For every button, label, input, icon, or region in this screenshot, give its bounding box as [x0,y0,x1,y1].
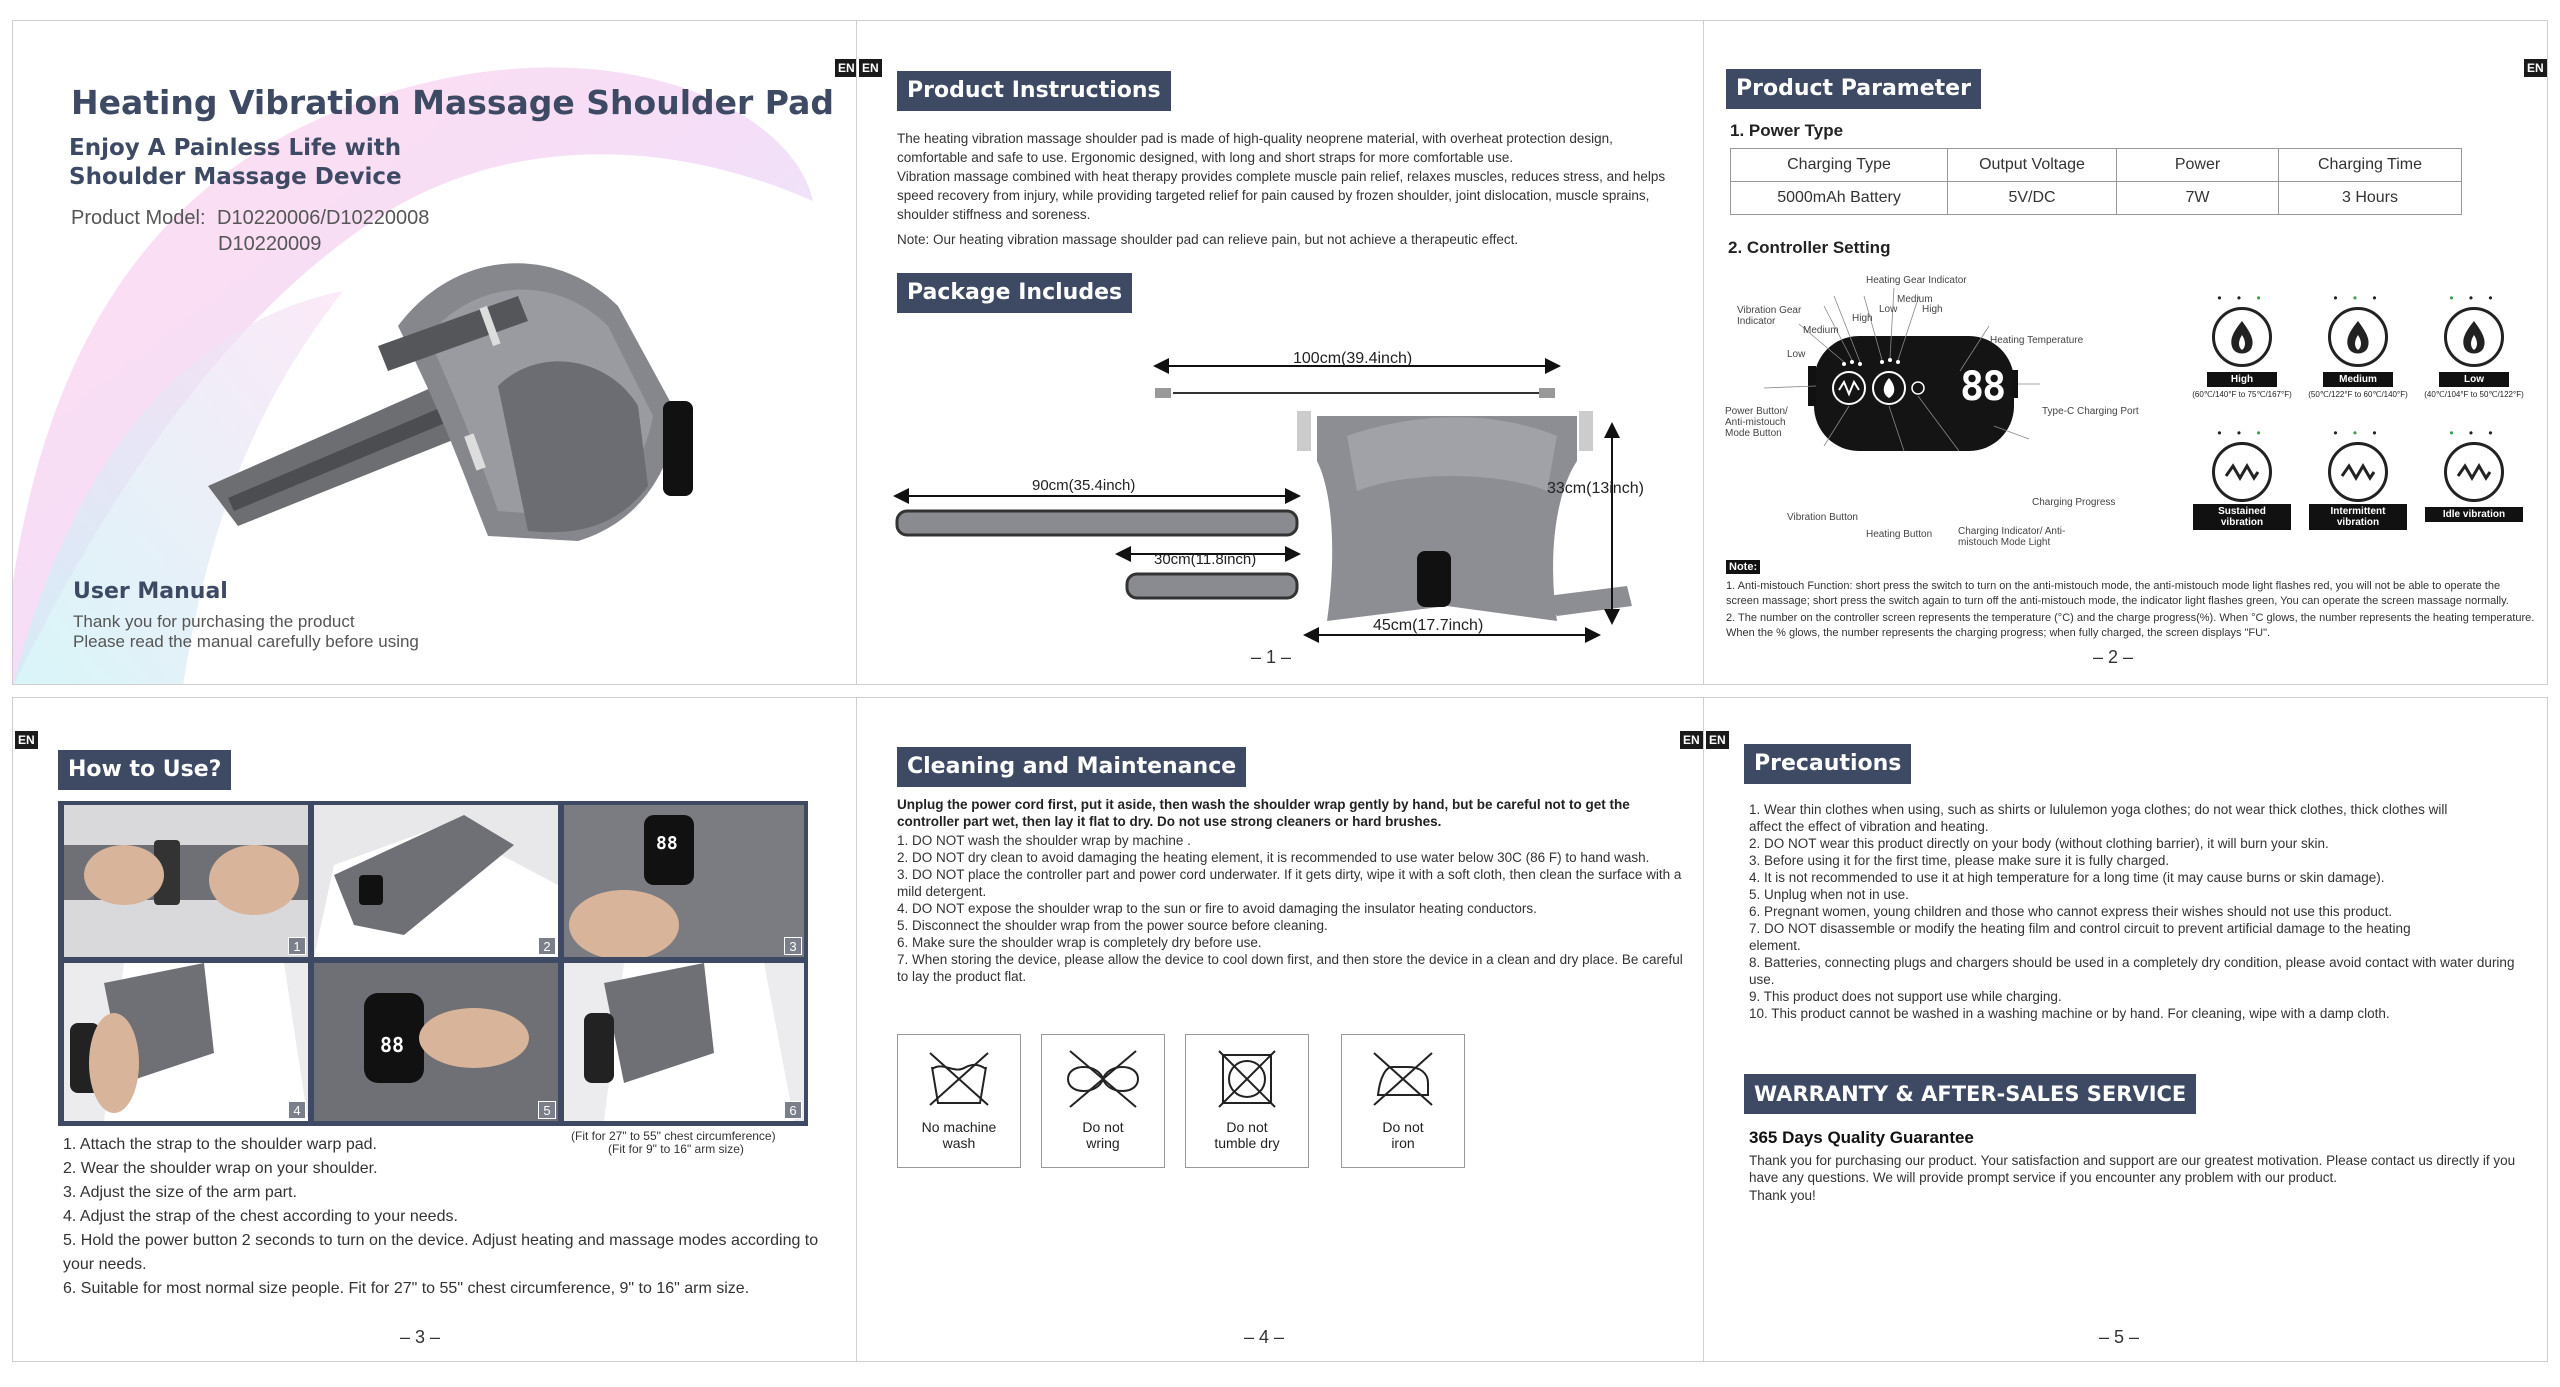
usage-step: 6. Suitable for most normal size people. Fit for 27" to 55" chest circumference, 9" to 16" arm size. [63,1280,750,1297]
usage-photo [564,963,804,1121]
table-header: Charging Time [2279,149,2462,182]
quality-guarantee: 365 Days Quality Guarantee [1749,1128,1974,1147]
cable-dimension: 100cm(39.4inch) [1293,350,1413,367]
precaution-item: 6. Pregnant women, young children and those who cannot express their wishes should not use this product. [1749,904,2393,919]
care-label-line2: iron [1391,1135,1415,1151]
usage-step: 5. Hold the power button 2 seconds to turn on the device. Adjust heating and massage modes according to your needs. [63,1232,819,1273]
page-1 [856,20,1704,685]
instructions-paragraph-2: Vibration massage combined with heat therapy provides complete muscle pain relief, relaxes muscles, reduces stress, and helps speed recovery from injury, while providing targeted relief for pain caused by frozen shoulder, joint dislocation, muscle sprains, shoulder stiffness and soreness. [897,169,1666,222]
callout-charging-progress: Charging Progress [2032,497,2116,508]
cleaning-list [897,832,1687,985]
precaution-item: 1. Wear thin clothes when using, such as shirts or lululemon yoga clothes; do not wear thick clothes, thick clothes will affect the effect of vibration and heating. [1749,802,2448,834]
package-diagram [857,321,1704,681]
page-2 [1703,20,2548,685]
photo-number: 2 [538,937,556,955]
user-manual-line2: Please read the manual carefully before using [73,632,419,651]
user-manual-title: User Manual [73,579,228,604]
package-includes-heading: Package Includes [897,273,1132,313]
usage-photo-grid [58,801,808,1126]
how-to-use-heading: How to Use? [58,750,231,790]
vibration-wave-icon [2444,442,2504,502]
long-strap-dimension: 90cm(35.4inch) [1032,477,1136,494]
do-not-iron-icon [1368,1047,1438,1111]
power-type-label: 1. Power Type [1730,121,1844,140]
en-badge: EN [835,59,857,77]
cover-subtitle-line2: Shoulder Massage Device [69,164,402,190]
heat-mode-low: • • • Low (40℃/104°F to 50℃/122°F) [2414,291,2534,399]
callout-high-top-left: High [1852,313,1873,324]
table-header: Power [2117,149,2279,182]
care-label-line1: Do not [1082,1119,1124,1135]
pad-width-dimension: 45cm(17.7inch) [1373,617,1484,634]
table-cell: 3 Hours [2279,182,2462,215]
care-label-line1: Do not [1226,1119,1268,1135]
table-cell: 5V/DC [1948,182,2117,215]
callout-heating-button: Heating Button [1866,529,1933,540]
usage-photo [314,805,558,957]
do-not-wring-icon [1058,1047,1148,1111]
vibration-mode-name: Intermittent vibration [2309,504,2407,530]
callout-medium-top: Medium [1897,294,1933,305]
callout-high-top-right: High [1922,304,1943,315]
page-number: – 1 – [1251,647,1292,667]
cleaning-item: 4. DO NOT expose the shoulder wrap to the sun or fire to avoid damaging the insulator heating conductors. [897,901,1537,916]
care-label-line2: tumble dry [1214,1135,1280,1151]
product-parameter-heading: Product Parameter [1726,69,1981,109]
usage-photo [314,963,558,1121]
page-5 [1703,697,2548,1362]
usage-photo [64,963,308,1121]
page-number: – 5 – [2099,1327,2140,1347]
fit-note-chest: (Fit for 27" to 55" chest circumference) [571,1129,776,1143]
vibration-mode-idle: • • • Idle vibration [2414,426,2534,522]
pad-height-dimension: 33cm(13inch) [1547,480,1644,497]
usage-step: 2. Wear the shoulder wrap on your shoulder. [63,1160,378,1177]
heat-mode-name: Medium [2323,372,2393,387]
care-label-line2: wash [942,1135,976,1151]
callout-heating-temperature: Heating Temperature [1990,335,2084,346]
callout-type-c-port: Type-C Charging Port [2042,406,2139,417]
callout-heating-gear-indicator: Heating Gear Indicator [1866,275,1967,286]
photo-number: 6 [784,1101,802,1119]
precaution-item: 7. DO NOT disassemble or modify the heating film and control circuit to prevent artificial damage to the heating element. [1749,921,2411,953]
heat-mode-name: High [2207,372,2277,387]
table-header: Charging Type [1731,149,1948,182]
callout-low-top: Low [1879,304,1898,315]
note-1: 1. Anti-mistouch Function: short press the switch to turn on the anti-mistouch mode, the anti-mistouch mode light flashes red, you will not be able to operate the screen massage; short press the switch again to turn off the anti-mistouch mode, the indicator light flashes green, You can operate the screen massage normally. [1726,580,2509,607]
user-manual-line1: Thank you for purchasing the product [73,612,355,631]
table-header: Output Voltage [1948,149,2117,182]
care-label-line2: wring [1086,1135,1120,1151]
table-cell: 5000mAh Battery [1731,182,1948,215]
precaution-item: 10. This product cannot be washed in a washing machine or by hand. For cleaning, wipe with a damp cloth. [1749,1006,2390,1021]
en-badge: EN [15,731,38,749]
shoulder-pad-product-image [198,186,758,586]
en-badge: EN [859,59,882,77]
do-not-tumble-dry-card [1185,1034,1309,1168]
cover-title: Heating Vibration Massage Shoulder Pad [71,83,834,122]
no-machine-wash-icon [924,1047,994,1111]
heat-mode-range: (60℃/140°F to 75℃/167°F) [2192,390,2292,399]
instructions-note: Note: Our heating vibration massage shoulder pad can relieve pain, but not achieve a therapeutic effect. [897,232,1519,247]
callout-vibration-button: Vibration Button [1787,512,1858,523]
callout-medium-left: Medium [1803,325,1839,336]
callout-low-left: Low [1787,349,1806,360]
product-model-2: D10220009 [218,233,322,255]
no-machine-wash-card [897,1034,1021,1168]
precaution-item: 3. Before using it for the first time, please make sure it is fully charged. [1749,853,2170,868]
warranty-thanks: Thank you! [1749,1188,1816,1203]
photo-number: 1 [288,937,306,955]
cleaning-item: 1. DO NOT wash the shoulder wrap by machine . [897,833,1191,848]
callout-charging-indicator: Charging Indicator/ Anti-mistouch Mode Light [1958,526,2066,548]
usage-photo [64,805,308,957]
care-label-line1: No machine [921,1119,997,1135]
page-number: – 2 – [2093,647,2134,667]
vibration-wave-icon [2328,442,2388,502]
short-strap-dimension: 30cm(11.8inch) [1154,551,1257,568]
vibration-mode-name: Sustained vibration [2193,504,2291,530]
product-instructions-heading: Product Instructions [897,71,1171,111]
note-2: 2. The number on the controller screen represents the temperature (°C) and the charge progress(%). When °C glows, the number represents the heating temperature. When the % glows, the number represents the charging progress; when fully charged, the screen displays "FU". [1726,612,2535,639]
heat-mode-medium: • • • Medium (50℃/122°F to 60℃/140°F) [2298,291,2418,399]
usage-step: 4. Adjust the strap of the chest according to your needs. [63,1208,458,1225]
en-badge: EN [1706,731,1729,749]
en-badge: EN [1680,731,1703,749]
precaution-item: 8. Batteries, connecting plugs and chargers should be used in a completely dry condition, please avoid contact with water during use. [1749,955,2515,987]
page-number: – 3 – [400,1327,441,1347]
precautions-heading: Precautions [1744,744,1911,784]
fit-note-arm: (Fit for 9" to 16" arm size) [608,1142,744,1156]
note-label: Note: [1726,560,1760,574]
usage-step: 1. Attach the strap to the shoulder warp pad. [63,1136,377,1153]
precaution-item: 2. DO NOT wear this product directly on your body (without clothing barrier), it will burn your skin. [1749,836,2329,851]
page-3 [12,697,857,1362]
flame-icon [2212,307,2272,367]
photo-number: 5 [538,1101,556,1119]
product-model-1: D10220006/D10220008 [217,207,430,229]
page-4 [856,697,1704,1362]
flame-icon [2444,307,2504,367]
page-number: – 4 – [1244,1327,1285,1347]
flame-icon [2328,307,2388,367]
power-type-table [1730,148,2462,215]
precaution-item: 9. This product does not support use while charging. [1749,989,2062,1004]
instructions-paragraph-1: The heating vibration massage shoulder pad is made of high-quality neoprene material, with overheat protection design, comfortable and safe to use. Ergonomic designed, with long and short straps for more comfortable use. [897,131,1613,165]
en-badge: EN [2524,59,2547,77]
controller-display-digits: 88 [1960,364,2005,410]
callout-power-button: Power Button/ Anti-mistouch Mode Button [1725,406,1788,439]
cover-page [12,20,857,685]
vibration-wave-icon [2212,442,2272,502]
precaution-item: 4. It is not recommended to use it at high temperature for a long time (it may cause burns or skin damage). [1749,870,2385,885]
photo-display-digits: 88 [656,833,678,854]
care-label-line1: Do not [1382,1119,1424,1135]
cleaning-item: 6. Make sure the shoulder wrap is completely dry before use. [897,935,1262,950]
vibration-mode-name: Idle vibration [2425,507,2523,522]
heat-mode-name: Low [2439,372,2509,387]
product-model-label: Product Model: [71,207,206,229]
vibration-mode-intermittent: • • • Intermittent vibration [2298,426,2418,530]
photo-number: 4 [288,1101,306,1119]
usage-step: 3. Adjust the size of the arm part. [63,1184,297,1201]
controller-setting-label: 2. Controller Setting [1728,238,1891,257]
callout-vibration-gear-indicator: Vibration Gear Indicator [1737,305,1802,327]
cleaning-intro: Unplug the power cord first, put it aside, then wash the shoulder wrap gently by hand, but be careful not to get the controller part wet, then lay it flat to dry. Do not use strong cleaners or hard brushes. [897,797,1630,829]
cleaning-maintenance-heading: Cleaning and Maintenance [897,747,1246,787]
cleaning-item: 5. Disconnect the shoulder wrap from the power source before cleaning. [897,918,1328,933]
usage-steps [63,1133,833,1301]
heat-mode-range: (50℃/122°F to 60℃/140°F) [2308,390,2408,399]
vibration-mode-sustained: • • • Sustained vibration [2182,426,2302,530]
table-cell: 7W [2117,182,2279,215]
cleaning-item: 2. DO NOT dry clean to avoid damaging the heating element, it is recommended to use water below 30C (86 F) to hand wash. [897,850,1650,865]
warranty-heading: WARRANTY & AFTER-SALES SERVICE [1744,1074,2196,1114]
heat-mode-range: (40℃/104°F to 50℃/122°F) [2424,390,2524,399]
photo-number: 3 [784,937,802,955]
cleaning-item: 3. DO NOT place the controller part and power cord underwater. If it gets dirty, wipe it with a soft cloth, then clean the surface with a mild detergent. [897,867,1682,899]
do-not-tumble-dry-icon [1215,1047,1279,1111]
precautions-list [1749,801,2515,1022]
warranty-text: Thank you for purchasing our product. Your satisfaction and support are our greatest motivation. Please contact us directly if you have any questions. We will provide prompt service if you encounter any problem with our product. [1749,1153,2516,1185]
heat-mode-high: • • • High (60℃/140°F to 75℃/167°F) [2182,291,2302,399]
precaution-item: 5. Unplug when not in use. [1749,887,1909,902]
do-not-wring-card [1041,1034,1165,1168]
cleaning-item: 7. When storing the device, please allow the device to cool down first, and then store the device in a clean and dry place. Be careful to lay the product flat. [897,952,1683,984]
usage-photo [564,805,804,957]
do-not-iron-card [1341,1034,1465,1168]
photo-display-digits: 88 [380,1033,405,1057]
cover-subtitle-line1: Enjoy A Painless Life with [69,135,402,161]
